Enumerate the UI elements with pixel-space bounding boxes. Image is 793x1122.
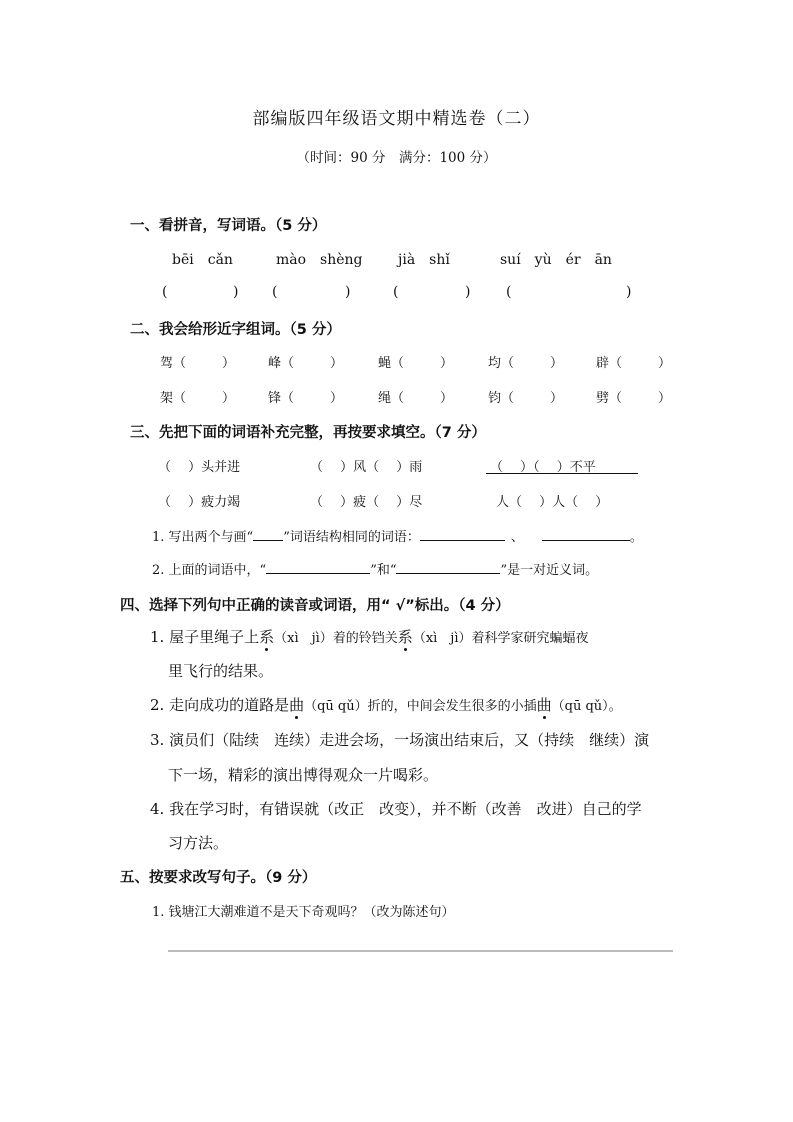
answer-blank bbox=[542, 526, 630, 541]
question-4-4-cont: 习方法。 bbox=[168, 834, 229, 852]
section-1-heading: 一、看拼音，写词语。（5 分） bbox=[130, 218, 327, 234]
section-2-heading: 二、我会给形近字组词。（5 分） bbox=[130, 322, 341, 338]
question-4-3-cont: 下一场，精彩的演出博得观众一片喝彩。 bbox=[168, 766, 439, 784]
char-item: 劈（ ） bbox=[596, 391, 672, 406]
answer-paren-close: ) bbox=[465, 284, 471, 300]
question-4-1: 1. 屋子里绳子上系（xì jì）着的铃铛关系（xì jì）着科学家研究蝙蝠夜 bbox=[150, 628, 589, 646]
question-3-2: 2. 上面的词语中，“ ”和“ ”是一对近义词。 bbox=[152, 559, 598, 578]
char-item: 峰（ ） bbox=[268, 356, 344, 371]
idiom-item-underlined: （ ）（ ）不平 bbox=[490, 460, 596, 475]
idiom-item: （ ）疲（ ）尽 bbox=[310, 495, 423, 510]
char-item: 钧（ ） bbox=[488, 391, 564, 406]
char-item: 锋（ ） bbox=[268, 391, 344, 406]
pinyin-4: suí yù ér ān bbox=[500, 252, 612, 268]
char-item: 驾（ ） bbox=[160, 356, 236, 371]
idiom-item: （ ）疲力竭 bbox=[158, 495, 241, 510]
answer-line bbox=[168, 950, 673, 952]
answer-blank bbox=[266, 559, 370, 574]
idiom-item: （ ）风（ ）雨 bbox=[310, 460, 423, 475]
page-title: 部编版四年级语文期中精选卷（二） bbox=[252, 109, 541, 129]
pinyin-1: bēi cǎn bbox=[172, 252, 233, 268]
question-4-3: 3. 演员们（陆续 连续）走进会场，一场演出结束后，又（持续 继续）演 bbox=[150, 731, 650, 749]
answer-paren-open: ( bbox=[506, 284, 512, 300]
idiom-item: （ ）头并进 bbox=[158, 460, 241, 475]
underline-sample bbox=[253, 526, 283, 541]
char-item: 架（ ） bbox=[160, 391, 236, 406]
question-5-1: 1. 钱塘江大潮难道不是天下奇观吗？（改为陈述句） bbox=[152, 905, 455, 920]
section-4-heading: 四、选择下列句中正确的读音或词语，用“ √”标出。（4 分） bbox=[120, 598, 510, 614]
answer-paren-open: ( bbox=[162, 284, 168, 300]
question-3-1: 1. 写出两个与画“ ”词语结构相同的词语： 、 。 bbox=[152, 526, 643, 545]
answer-paren-open: ( bbox=[393, 284, 399, 300]
answer-blank bbox=[396, 559, 500, 574]
pinyin-3: jià shǐ bbox=[398, 252, 450, 268]
section-5-heading: 五、按要求改写句子。（9 分） bbox=[120, 870, 317, 886]
answer-blank bbox=[420, 526, 505, 541]
answer-paren-close: ) bbox=[345, 284, 351, 300]
question-4-1-cont: 里飞行的结果。 bbox=[168, 662, 274, 680]
section-3-heading: 三、先把下面的词语补充完整，再按要求填空。（7 分） bbox=[130, 425, 486, 441]
answer-paren-close: ) bbox=[233, 284, 239, 300]
char-item: 辟（ ） bbox=[596, 356, 672, 371]
question-4-2: 2. 走向成功的道路是曲（qū qǔ）折的，中间会发生很多的小插曲（qū qǔ）。 bbox=[150, 696, 622, 714]
answer-paren-open: ( bbox=[272, 284, 278, 300]
char-item: 蝇（ ） bbox=[378, 356, 454, 371]
answer-paren-close: ) bbox=[626, 284, 632, 300]
question-4-4: 4. 我在学习时，有错误就（改正 改变），并不断（改善 改进）自己的学 bbox=[150, 800, 642, 818]
char-item: 均（ ） bbox=[488, 356, 564, 371]
pinyin-2: mào shèng bbox=[276, 252, 363, 268]
exam-info: （时间：90 分 满分：100 分） bbox=[296, 150, 497, 166]
underline-mark bbox=[486, 473, 638, 474]
idiom-item: 人（ ）人（ ） bbox=[496, 495, 609, 510]
char-item: 绳（ ） bbox=[378, 391, 454, 406]
